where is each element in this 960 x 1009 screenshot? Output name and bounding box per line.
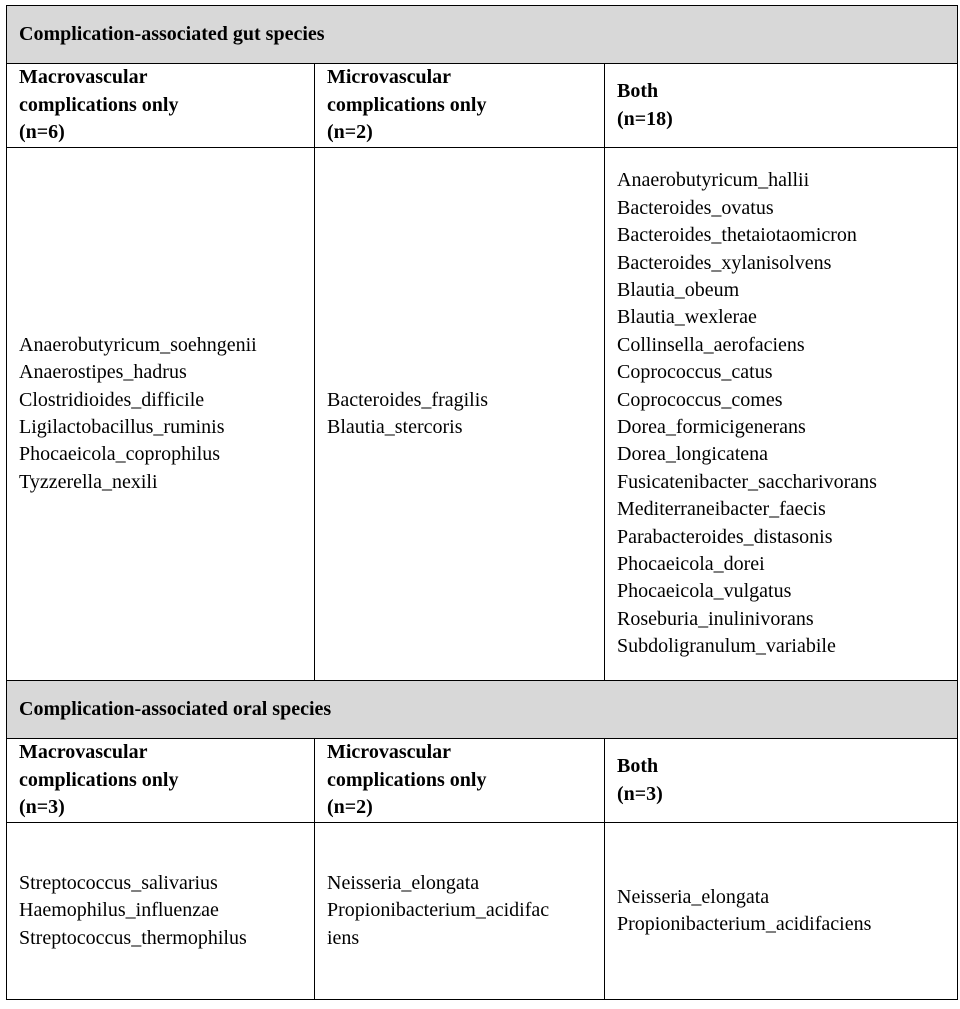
header-line: complications only [19, 768, 179, 791]
species-name: Parabacteroides_distasonis [617, 525, 833, 548]
species-name: Dorea_longicatena [617, 443, 769, 466]
header-line: complications only [327, 768, 487, 791]
species-name: Propionibacterium_acidifac [327, 899, 550, 922]
header-line: complications only [327, 93, 487, 116]
gut-both-species [605, 148, 958, 681]
header-line: Microvascular [327, 741, 452, 764]
species-name: Streptococcus_salivarius [19, 871, 218, 894]
gut-section-title: Complication-associated gut species [7, 6, 958, 64]
species-name: Phocaeicola_vulgatus [617, 580, 792, 603]
header-line: Macrovascular [19, 66, 148, 89]
species-name: Anaerobutyricum_hallii [617, 169, 810, 192]
species-name: Ligilactobacillus_ruminis [19, 416, 225, 438]
species-name: Bacteroides_ovatus [617, 196, 774, 219]
species-name: Propionibacterium_acidifaciens [617, 913, 872, 935]
species-table [6, 5, 958, 1000]
oral-section-row [7, 681, 958, 739]
header-line: (n=3) [617, 782, 663, 805]
species-name: Coprococcus_catus [617, 361, 773, 384]
oral-micro-species [315, 823, 605, 1000]
species-name: Subdoligranulum_variabile [617, 635, 836, 658]
species-name: Phocaeicola_coprophilus [19, 443, 221, 466]
header-line: (n=18) [617, 107, 673, 130]
oral-species-row [7, 823, 958, 1000]
gut-micro-species [315, 148, 605, 681]
species-name: Blautia_wexlerae [617, 306, 757, 329]
species-name: Neisseria_elongata [617, 885, 770, 908]
header-line: (n=6) [19, 121, 65, 144]
gut-macro-header [7, 64, 315, 148]
gut-section-row [7, 6, 958, 64]
gut-species-row [7, 148, 958, 681]
species-name: Bacteroides_fragilis [327, 388, 489, 411]
species-name: Phocaeicola_dorei [617, 553, 765, 576]
oral-macro-species [7, 823, 315, 1000]
species-name: Fusicatenibacter_saccharivorans [617, 470, 877, 493]
species-name: Mediterraneibacter_faecis [617, 498, 826, 521]
species-name: Coprococcus_comes [617, 388, 783, 411]
oral-both-species [605, 823, 958, 1000]
species-name: Blautia_stercoris [327, 416, 463, 438]
species-name: Anaerobutyricum_soehngenii [19, 333, 257, 356]
header-line: complications only [19, 93, 179, 116]
species-name: Blautia_obeum [617, 278, 740, 301]
oral-micro-header [315, 739, 605, 823]
header-line: (n=2) [327, 796, 373, 819]
species-name: Clostridioides_difficile [19, 388, 205, 411]
header-line: Both [617, 755, 659, 778]
species-name: Streptococcus_thermophilus [19, 926, 247, 949]
oral-macro-header [7, 739, 315, 823]
oral-both-header [605, 739, 958, 823]
header-line: Both [617, 80, 659, 103]
header-line: Microvascular [327, 66, 452, 89]
header-line: (n=3) [19, 796, 65, 819]
gut-macro-species [7, 148, 315, 681]
species-name: Anaerostipes_hadrus [19, 361, 187, 384]
header-line: Macrovascular [19, 741, 148, 764]
gut-header-row [7, 64, 958, 148]
species-name: Roseburia_inulinivorans [617, 607, 814, 630]
oral-section-title: Complication-associated oral species [7, 681, 958, 739]
header-line: (n=2) [327, 121, 373, 144]
species-name: Dorea_formicigenerans [617, 416, 806, 438]
species-name: Bacteroides_thetaiotaomicron [617, 224, 857, 247]
species-name: Tyzzerella_nexili [19, 470, 158, 493]
species-name: Bacteroides_xylanisolvens [617, 251, 832, 274]
gut-both-header [605, 64, 958, 148]
species-name: Neisseria_elongata [327, 871, 480, 894]
species-name: iens [327, 926, 360, 949]
gut-micro-header [315, 64, 605, 148]
species-name: Collinsella_aerofaciens [617, 333, 805, 356]
oral-header-row [7, 739, 958, 823]
species-name: Haemophilus_influenzae [19, 899, 219, 922]
